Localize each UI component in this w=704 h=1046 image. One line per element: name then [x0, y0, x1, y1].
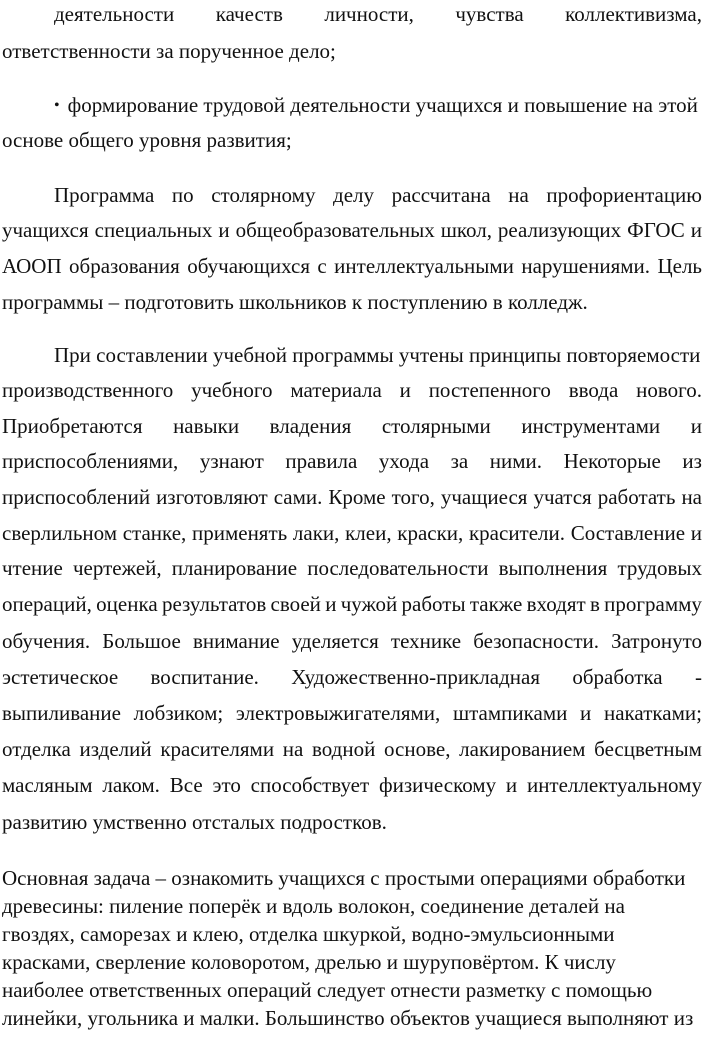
word: учащиеся — [440, 485, 528, 509]
word: рассчитана — [391, 183, 491, 207]
word: в — [589, 592, 600, 616]
text-line: При составлении учебной программы учтены принципы повторяемости — [54, 343, 701, 367]
word: инструментами — [521, 414, 661, 438]
word: чтение — [2, 556, 63, 580]
word: и — [325, 592, 337, 616]
bullet-icon: • — [54, 97, 60, 114]
word: внимание — [192, 629, 280, 653]
text-line — [2, 487, 702, 508]
word: Цель — [657, 254, 702, 278]
word: правила — [285, 449, 358, 473]
word: штампиками — [452, 701, 568, 725]
word: бесцветным — [594, 737, 702, 761]
word: владения — [269, 414, 352, 438]
word: Программа — [54, 183, 155, 207]
word: основе, — [384, 737, 451, 761]
word: АООП — [2, 254, 62, 278]
word: обучающихся — [187, 254, 310, 278]
text-line — [2, 220, 702, 241]
word: профориентацию — [546, 183, 702, 207]
word: красителями — [160, 737, 275, 761]
word: красители. — [468, 521, 566, 545]
word: производственного — [2, 378, 174, 402]
word: навыки — [173, 414, 240, 438]
word: с — [317, 254, 327, 278]
word: отделка — [2, 737, 71, 761]
word: клеи, — [345, 521, 392, 545]
text-line: ответственности за порученное дело; — [2, 39, 336, 63]
word: за — [450, 449, 469, 473]
word: столярному — [211, 183, 316, 207]
word: и — [505, 773, 518, 797]
word: - — [694, 665, 702, 689]
word: обработка — [572, 665, 663, 689]
text-line: красками, сверление коловоротом, дрелью и шуруповёртом. К числу — [2, 950, 616, 974]
word: выпиливание — [2, 701, 121, 725]
word: ФГОС — [627, 218, 685, 242]
word: работать — [597, 485, 676, 509]
bullet-text: формирование трудовой деятельности учащихся и повышение на этой — [67, 93, 698, 117]
word: обучения. — [2, 629, 91, 653]
word: по — [171, 183, 194, 207]
word: планирование — [171, 556, 298, 580]
word: работы — [401, 592, 466, 616]
word: лакированием — [459, 737, 586, 761]
word: реализующих — [497, 218, 622, 242]
word: столярными — [381, 414, 491, 438]
word: технике — [390, 629, 462, 653]
word: выполнения — [498, 556, 608, 580]
word: электровыжигателями, — [235, 701, 441, 725]
word: ввода — [568, 378, 619, 402]
word: и — [218, 218, 230, 242]
text-line: наиболее ответственных операций следует отнести разметку с помощью — [2, 978, 653, 1002]
word: приспособлениями, — [2, 449, 179, 473]
word: учащихся — [2, 218, 89, 242]
word: школ, — [440, 218, 492, 242]
word: применять — [191, 521, 288, 545]
word: последовательности — [307, 556, 489, 580]
word: ними. — [489, 449, 543, 473]
text-line — [2, 416, 702, 437]
text-line: основе общего уровня развития; — [2, 128, 292, 152]
text-line — [2, 631, 702, 652]
word: ухода — [378, 449, 430, 473]
word: общеобразовательных — [235, 218, 435, 242]
word: Затронуто — [611, 629, 702, 653]
word: постепенного — [428, 378, 551, 402]
text-line — [54, 4, 702, 25]
word: нового. — [636, 378, 702, 402]
word: и — [690, 414, 702, 438]
word: воспитание. — [150, 665, 259, 689]
word: уделяется — [291, 629, 379, 653]
word: лаки, — [292, 521, 340, 545]
word: качеств — [215, 2, 283, 26]
word: физическому — [378, 773, 497, 797]
word: и — [399, 378, 411, 402]
word: изготовляют — [156, 485, 268, 509]
word: коллективизма, — [565, 2, 702, 26]
word: образования — [69, 254, 180, 278]
word: и — [580, 701, 592, 725]
text-line — [2, 703, 702, 724]
word: краски, — [397, 521, 464, 545]
text-line — [2, 739, 702, 760]
word: изделий — [79, 737, 152, 761]
word: способствует — [250, 773, 370, 797]
word: на — [508, 183, 529, 207]
word: специальных — [94, 218, 213, 242]
text-line — [2, 523, 702, 544]
word: входят — [526, 592, 586, 616]
text-line: гвоздях, саморезах и клею, отделка шкуркой, водно-эмульсионными — [2, 922, 615, 946]
word: и — [690, 521, 702, 545]
word: масляным — [2, 773, 93, 797]
word: своей — [270, 592, 321, 616]
word: учатся — [533, 485, 592, 509]
bullet-item — [54, 95, 698, 116]
text-line — [2, 451, 702, 472]
word: водной — [312, 737, 376, 761]
word: сами. — [273, 485, 323, 509]
text-line — [2, 594, 702, 615]
word: также — [469, 592, 523, 616]
word: деятельности — [54, 2, 175, 26]
text-line — [2, 558, 702, 579]
word: чертежей, — [73, 556, 162, 580]
text-line — [2, 256, 702, 277]
word: Приобретаются — [2, 414, 143, 438]
word: лаком. — [102, 773, 160, 797]
word: делу — [333, 183, 375, 207]
word: чужой — [340, 592, 398, 616]
word: результатов — [161, 592, 267, 616]
word: Составление — [570, 521, 686, 545]
text-line: древесины: пиление поперёк и вдоль волокон, соединение деталей на — [2, 894, 625, 918]
word: интеллектуальному — [526, 773, 702, 797]
text-line: линейки, угольника и малки. Большинство объектов учащиеся выполняют из — [2, 1006, 694, 1030]
text-line: Основная задача – ознакомить учащихся с простыми операциями обработки — [2, 866, 686, 890]
text-line — [2, 667, 702, 688]
word: Некоторые — [563, 449, 661, 473]
word: учебного — [191, 378, 273, 402]
word: Большое — [102, 629, 181, 653]
text-line — [2, 380, 702, 401]
word: приспособлений — [2, 485, 151, 509]
text-line — [2, 775, 702, 796]
word: узнают — [199, 449, 264, 473]
word: чувства — [455, 2, 524, 26]
word: накатками; — [603, 701, 702, 725]
word: трудовых — [617, 556, 702, 580]
word: программу — [604, 592, 702, 616]
word: того, — [391, 485, 435, 509]
word: безопасности. — [473, 629, 600, 653]
word: это — [212, 773, 241, 797]
word: Все — [169, 773, 203, 797]
word: на — [681, 485, 702, 509]
word: лобзиком; — [133, 701, 224, 725]
word: нарушениями. — [521, 254, 651, 278]
text-line: развитию умственно отсталых подростков. — [2, 810, 387, 834]
word: Художественно-прикладная — [291, 665, 540, 689]
word: материала — [290, 378, 382, 402]
word: операций, — [2, 592, 92, 616]
word: интеллектуальными — [334, 254, 514, 278]
word: Кроме — [328, 485, 386, 509]
word: эстетическое — [2, 665, 119, 689]
word: оценка — [96, 592, 158, 616]
word: из — [682, 449, 702, 473]
word: на — [282, 737, 304, 761]
word: и — [690, 218, 702, 242]
word: личности, — [324, 2, 414, 26]
text-line — [54, 185, 702, 206]
text-line: программы – подготовить школьников к поступлению в колледж. — [2, 290, 588, 314]
word: станке, — [122, 521, 187, 545]
word: сверлильном — [2, 521, 118, 545]
